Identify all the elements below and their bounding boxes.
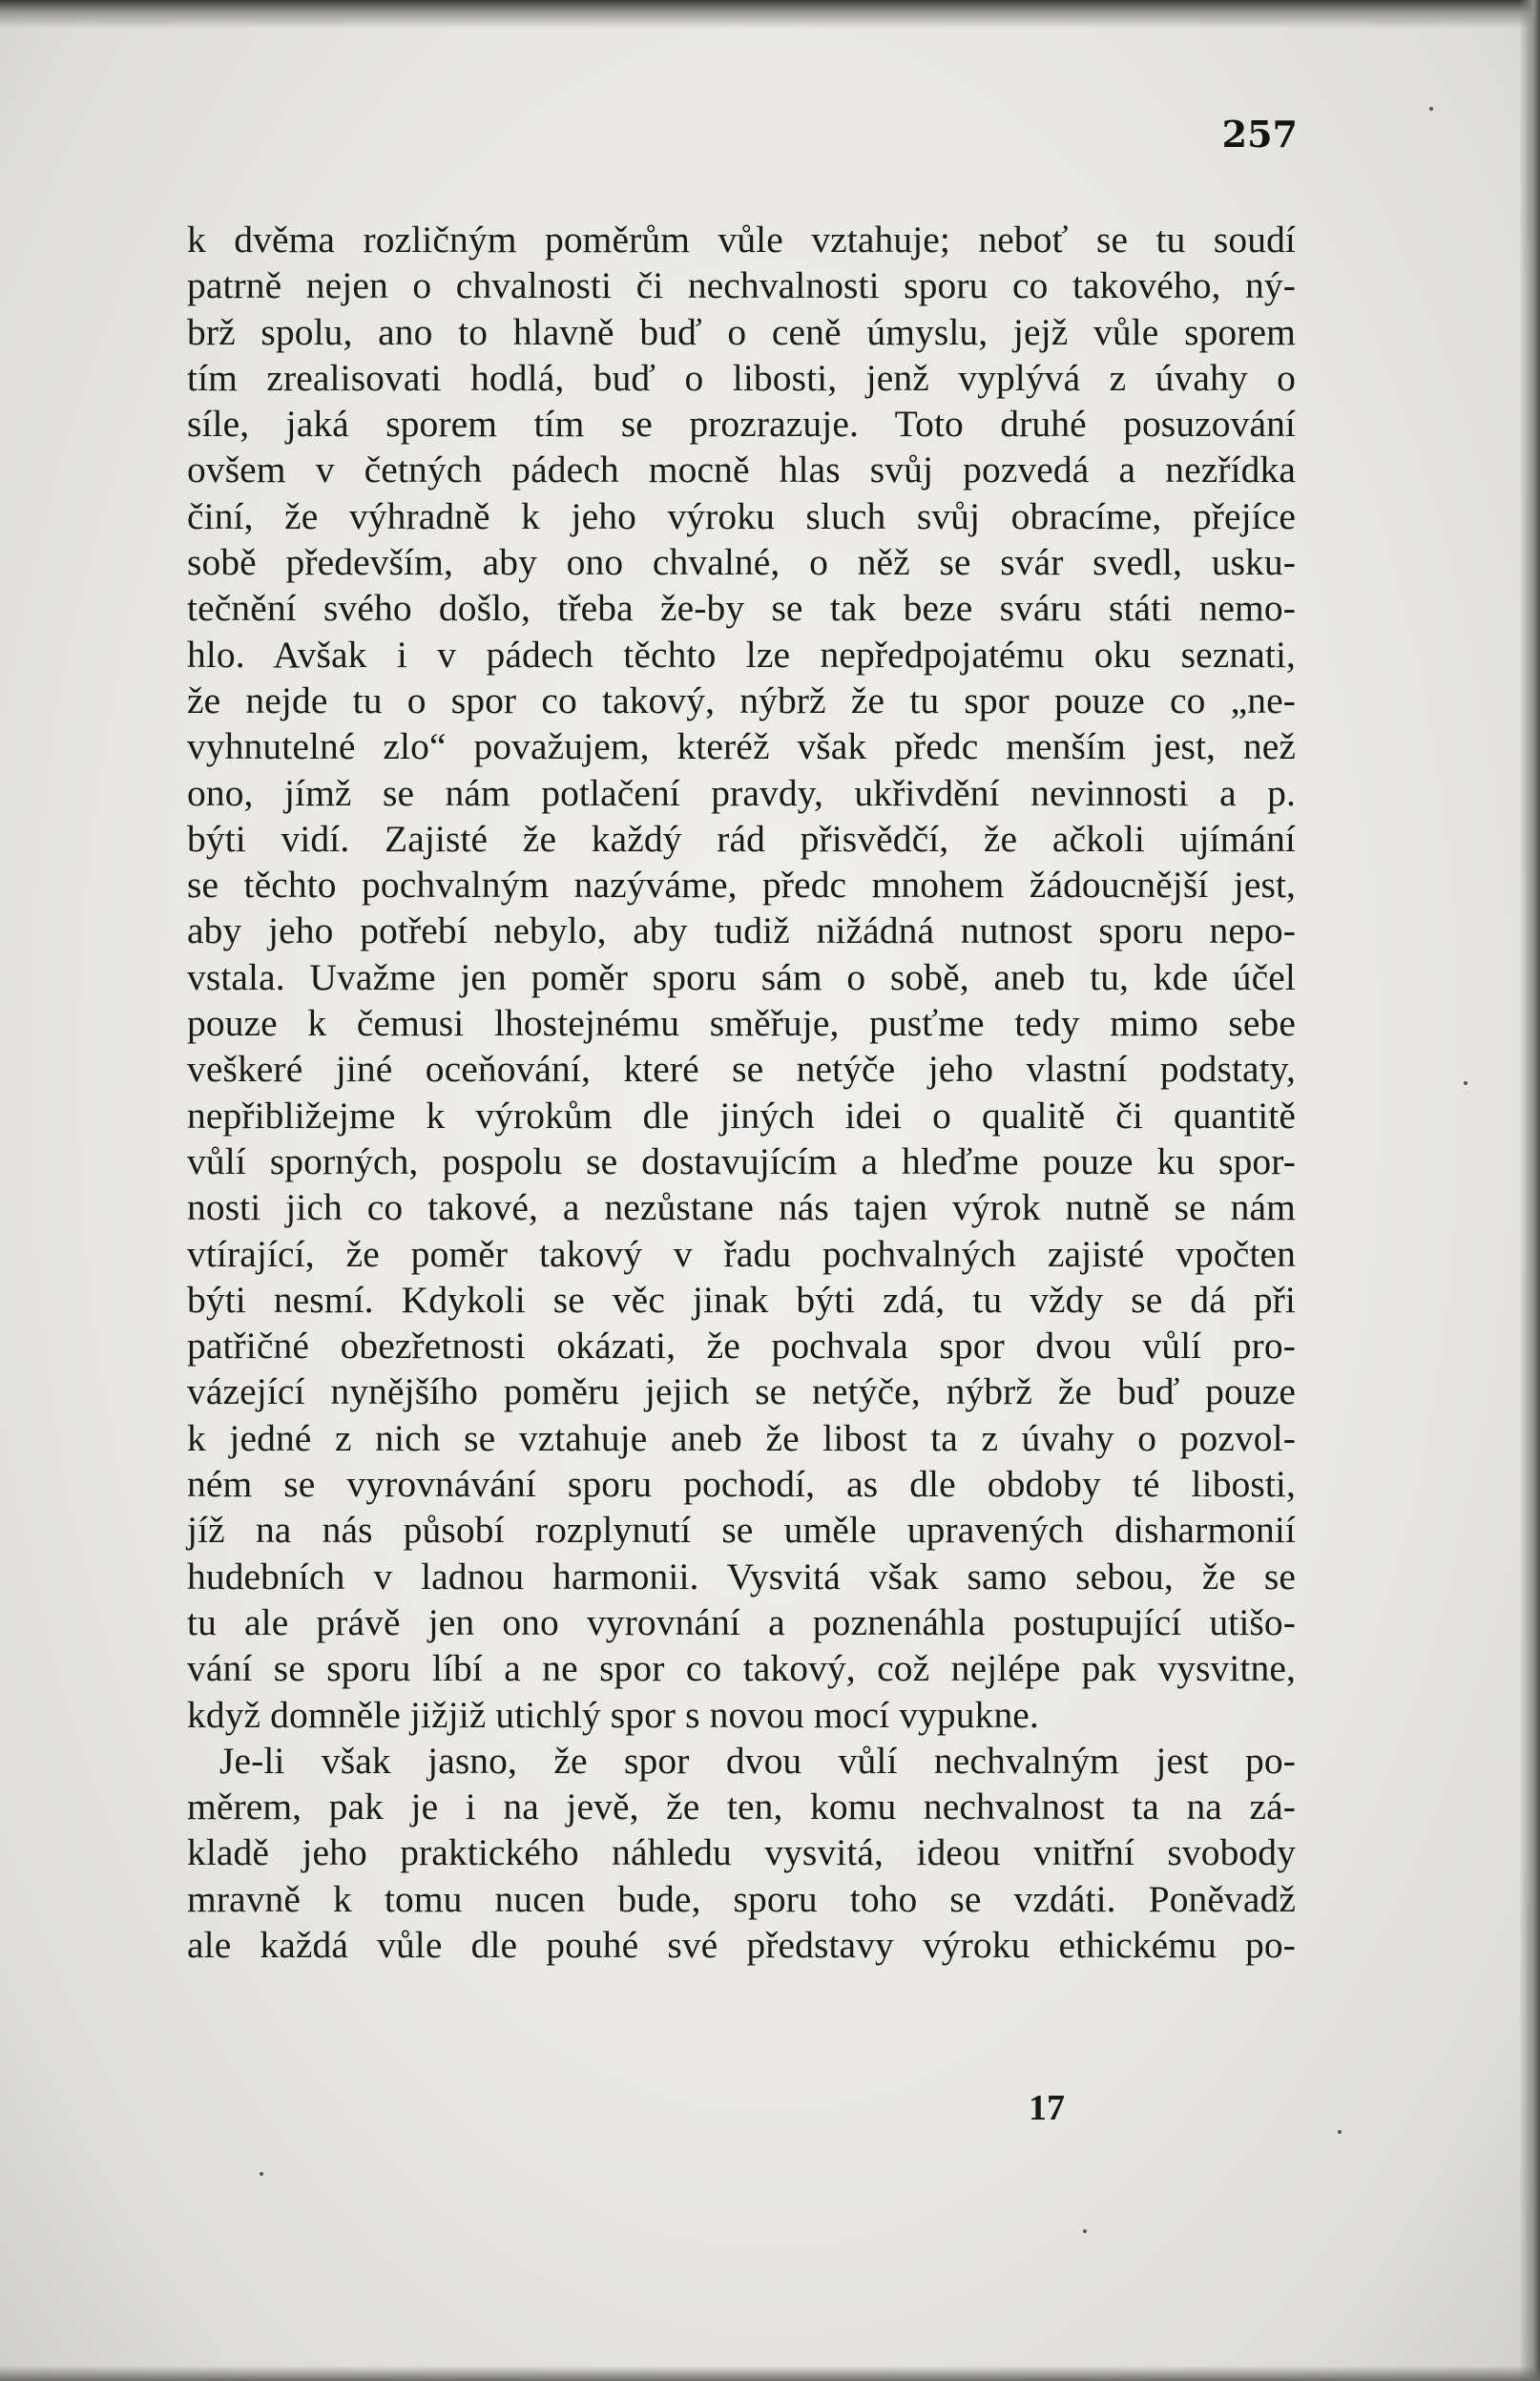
paper-speck (1429, 107, 1433, 111)
text-line: kladě jeho praktického náhledu vysvitá, ideou vnitřní svobody (187, 1831, 1296, 1874)
body-text (187, 217, 1296, 1968)
paper-speck (1464, 1081, 1467, 1085)
text-line: k dvěma rozličným poměrům vůle vztahuje; neboť se tu soudí (187, 219, 1296, 261)
text-line: ném se vyrovnávání sporu pochodí, as dle obdoby té libosti, (187, 1463, 1296, 1506)
text-line: když domněle jižjiž utichlý spor s novou mocí vypukne. (187, 1693, 1039, 1736)
paper-speck (1338, 2130, 1342, 2134)
paper-speck (260, 2172, 263, 2176)
text-line: jíž na nás působí rozplynutí se uměle upravených disharmonií (187, 1509, 1296, 1552)
text-line: vtírající, že poměr takový v řadu pochvalných zajisté vpočten (187, 1232, 1296, 1275)
text-line: býti nesmí. Kdykoli se věc jinak býti zdá, tu vždy se dá při (187, 1278, 1296, 1321)
text-line: vání se sporu líbí a ne spor co takový, což nejlépe pak vysvitne, (187, 1647, 1296, 1690)
text-line: aby jeho potřebí nebylo, aby tudiž nižádná nutnost sporu nepo- (187, 909, 1296, 952)
signature-mark: 17 (1029, 2088, 1065, 2128)
text-line: že nejde tu o spor co takový, nýbrž že tu spor pouze co „ne- (187, 679, 1296, 721)
text-line: vázející nynějšího poměru jejich se netýče, nýbrž že buď pouze (187, 1370, 1296, 1413)
text-line: síle, jaká sporem tím se prozrazuje. Toto druhé posuzování (187, 403, 1296, 446)
text-line: brž spolu, ano to hlavně buď o ceně úmyslu, jejž vůle sporem (187, 310, 1296, 353)
text-line: se těchto pochvalným nazýváme, předc mnohem žádoucnější jest, (187, 864, 1296, 907)
text-line: hudebních v ladnou harmonii. Vysvitá však samo sebou, že se (187, 1555, 1296, 1598)
text-line: Je-li však jasno, že spor dvou vůlí nechvalným jest po- (219, 1739, 1296, 1782)
text-line: vůlí sporných, pospolu se dostavujícím a hleďme pouze ku spor- (187, 1139, 1296, 1182)
text-line: patřičné obezřetnosti okázati, že pochvala spor dvou vůlí pro- (187, 1325, 1296, 1368)
text-line: nosti jich co takové, a nezůstane nás tajen výrok nutně se nám (187, 1186, 1296, 1229)
text-line: mravně k tomu nucen bude, sporu toho se vzdáti. Poněvadž (187, 1877, 1296, 1920)
text-line: tečnění svého došlo, třeba že-by se tak beze sváru státi nemo- (187, 587, 1296, 630)
text-line: ale každá vůle dle pouhé své představy výroku ethickému po- (187, 1923, 1296, 1966)
text-line: ono, jímž se nám potlačení pravdy, ukřivdění nevinnosti a p. (187, 771, 1296, 814)
paper-speck (1083, 2229, 1087, 2233)
text-line: měrem, pak je i na jevě, že ten, komu nechvalnost ta na zá- (187, 1786, 1296, 1828)
text-line: tím zrealisovati hodlá, buď o libosti, jenž vyplývá z úvahy o (187, 356, 1296, 399)
text-line: k jedné z nich se vztahuje aneb že libost ta z úvahy o pozvol- (187, 1416, 1296, 1459)
text-line: činí, že výhradně k jeho výroku sluch svůj obracíme, přejíce (187, 494, 1296, 537)
page-edge-shadow (1519, 0, 1540, 2381)
text-line: nepřibližejme k výrokům dle jiných idei o qualitě či quantitě (187, 1094, 1296, 1137)
page-number: 257 (1221, 113, 1298, 156)
text-line: tu ale právě jen ono vyrovnání a poznenáhla postupující utišo- (187, 1600, 1296, 1643)
text-line: vyhnutelné zlo“ považujem, kteréž však předc menším jest, než (187, 725, 1296, 768)
text-line: hlo. Avšak i v pádech těchto lze nepředpojatému oku seznati, (187, 633, 1296, 676)
text-line: patrně nejen o chvalnosti či nechvalnosti sporu co takového, ný- (187, 264, 1296, 307)
text-line: býti vidí. Zajisté že každý rád přisvědčí, že ačkoli ujímání (187, 817, 1296, 860)
text-line: ovšem v četných pádech mocně hlas svůj pozvedá a nezřídka (187, 449, 1296, 491)
text-line: veškeré jiné oceňování, které se netýče jeho vlastní podstaty, (187, 1048, 1296, 1091)
text-line: vstala. Uvažme jen poměr sporu sám o sobě, aneb tu, kde účel (187, 955, 1296, 998)
text-line: pouze k čemusi lhostejnému směřuje, pusťme tedy mimo sebe (187, 1002, 1296, 1045)
text-line: sobě především, aby ono chvalné, o něž se svár svedl, usku- (187, 541, 1296, 584)
